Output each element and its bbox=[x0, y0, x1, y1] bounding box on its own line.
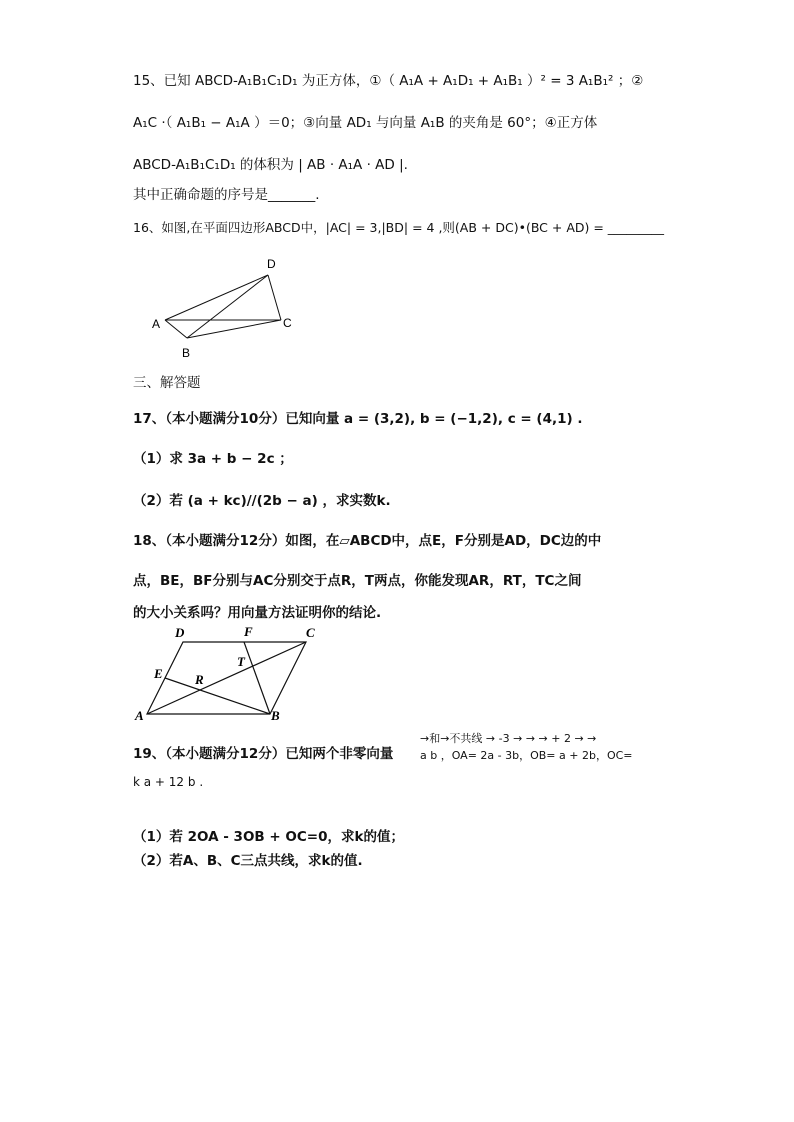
label-a: A bbox=[135, 708, 144, 723]
label-e: E bbox=[154, 666, 163, 681]
q17-part1: （1）求 3a + b − 2c ； bbox=[133, 451, 293, 467]
q18-line2: 点，BE，BF分别与AC分别交于点R，T两点，你能发现AR，RT，TC之间 bbox=[133, 573, 582, 589]
edge-ab bbox=[165, 320, 187, 338]
label-d: D bbox=[267, 257, 276, 271]
label-c: C bbox=[306, 625, 315, 640]
q15-line3: ABCD-A₁B₁C₁D₁ 的体积为 | AB · A₁A · AD |. bbox=[133, 157, 408, 173]
parallelogram-abcd-diagram bbox=[130, 622, 330, 730]
label-c: C bbox=[283, 316, 292, 330]
q16-figure bbox=[140, 250, 310, 365]
label-b: B bbox=[182, 346, 191, 360]
q18-figure bbox=[130, 622, 330, 730]
q18-line1: 18、（本小题满分12分）如图，在▱ABCD中，点E，F分别是AD，DC边的中 bbox=[133, 533, 602, 549]
label-a: A bbox=[152, 317, 161, 331]
label-r: R bbox=[195, 672, 204, 687]
q19-superscript-row: →和→不共线 → -3 → → → + 2 → → bbox=[420, 732, 597, 745]
q17-part2: （2）若 (a + kc)//(2b − a) ，求实数k. bbox=[133, 493, 391, 509]
q19-stem-start: 19、（本小题满分12分）已知两个非零向量 bbox=[133, 746, 394, 762]
q17-stem: 17、（本小题满分10分）已知向量 a = (3,2), b = (−1,2), c = (4,1) . bbox=[133, 411, 583, 427]
label-b: B bbox=[271, 708, 280, 723]
section-title: 三、解答题 bbox=[133, 375, 201, 391]
segment-bf bbox=[244, 642, 270, 714]
edge-ad bbox=[165, 275, 268, 320]
q15-line4: 其中正确命题的序号是_______. bbox=[133, 187, 320, 203]
q19-stem-line2: k a + 12 b . bbox=[133, 775, 204, 789]
diagonal-ac bbox=[147, 642, 306, 714]
edge-dc bbox=[268, 275, 281, 320]
q19-stem-end: a b ，OA= 2a - 3b，OB= a + 2b，OC= bbox=[420, 749, 633, 762]
edge-bc bbox=[187, 320, 281, 338]
q19-part1: （1）若 2OA - 3OB + OC=0，求k的值； bbox=[133, 829, 404, 845]
q16-text: 16、如图,在平面四边形ABCD中，|AC| = 3,|BD| = 4 ,则(AB + DC)•(BC + AD) = _________ bbox=[133, 220, 665, 235]
q15-line2: A₁C ·（ A₁B₁ − A₁A ）＝0；③向量 AD₁ 与向量 A₁B 的夹角是 60°；④正方体 bbox=[133, 115, 598, 131]
label-f: F bbox=[244, 624, 253, 639]
q18-line3: 的大小关系吗？用向量方法证明你的结论. bbox=[133, 605, 382, 621]
label-t: T bbox=[237, 654, 245, 669]
quadrilateral-abcd-diagram bbox=[140, 250, 310, 365]
q19-part2: （2）若A、B、C三点共线，求k的值. bbox=[133, 853, 363, 869]
q15-line1: 15、已知 ABCD-A₁B₁C₁D₁ 为正方体，①（ A₁A + A₁D₁ + A₁B₁ ）² = 3 A₁B₁² ；② bbox=[133, 73, 644, 89]
diagonal-bd bbox=[187, 275, 268, 338]
segment-be bbox=[165, 678, 270, 714]
label-d: D bbox=[175, 625, 185, 640]
